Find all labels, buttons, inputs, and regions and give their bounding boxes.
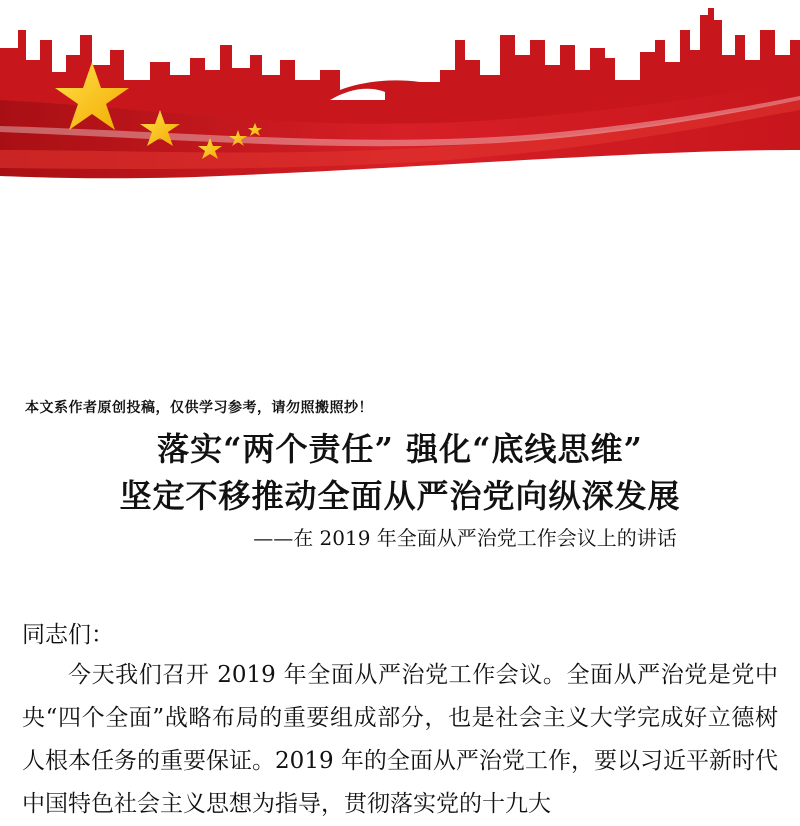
salutation: 同志们： bbox=[22, 622, 114, 648]
copyright-notice: 本文系作者原创投稿，仅供学习参考，请勿照搬照抄！ bbox=[25, 400, 373, 416]
title-line-1: 落实“两个责任” 强化“底线思维” bbox=[157, 430, 643, 468]
subtitle: ——在 2019 年全面从严治党工作会议上的讲话 bbox=[253, 526, 677, 550]
header-banner bbox=[0, 0, 800, 190]
title-line-2: 坚定不移推动全面从严治党向纵深发展 bbox=[119, 477, 681, 515]
body-paragraph: 今天我们召开 2019 年全面从严治党工作会议。全面从严治党是党中央“四个全面”战略布局的重要组成部分，也是社会主义大学完成好立德树人根本任务的重要保证。2019 年的全面从严治党工作，要以习近平新时代中国特色社会主义思想为指导，贯彻落实党的十九大 bbox=[22, 662, 778, 817]
